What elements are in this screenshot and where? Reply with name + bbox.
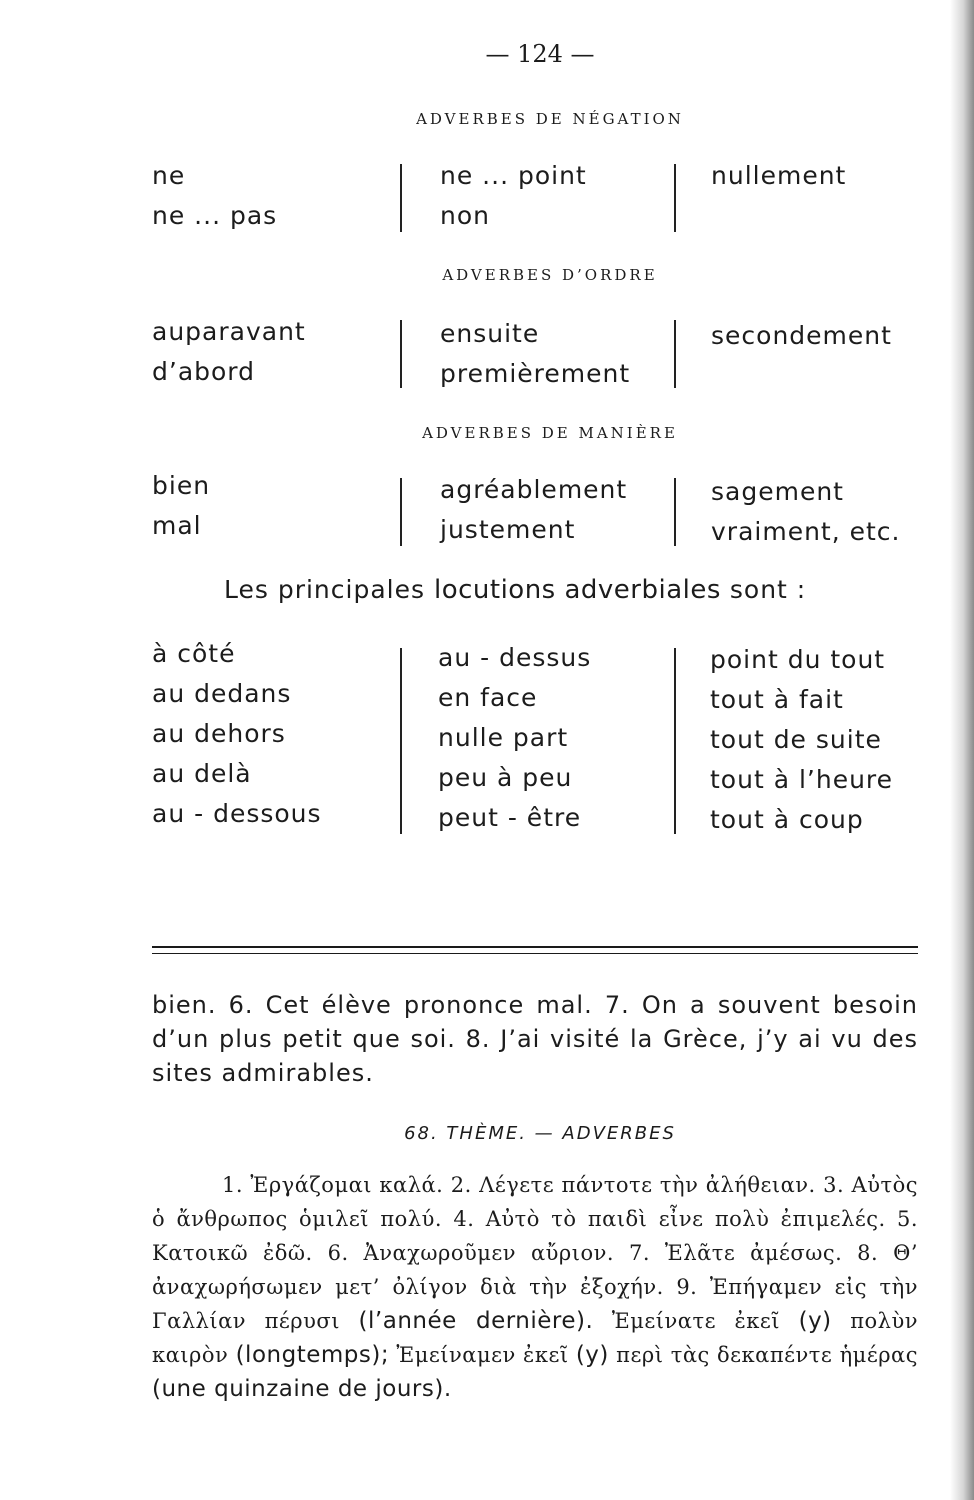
greek-text: Ἐμείναμεν ἐκεῖ bbox=[389, 1343, 576, 1367]
list-item: au delà bbox=[152, 759, 252, 788]
list-item: au dedans bbox=[152, 679, 292, 708]
column-divider bbox=[674, 164, 676, 232]
list-item: non bbox=[440, 201, 490, 230]
greek-text: Ἐμείνατε ἐκεῖ bbox=[593, 1309, 799, 1333]
column-divider bbox=[400, 478, 402, 546]
page-edge-shadow bbox=[950, 0, 974, 1500]
list-item: tout à fait bbox=[710, 685, 844, 714]
list-item: en face bbox=[438, 683, 538, 712]
list-item: point du tout bbox=[710, 645, 886, 674]
ordre-column-3 bbox=[711, 316, 892, 356]
locutions-column-3 bbox=[710, 640, 893, 840]
exercise-paragraph: bien. 6. Cet élève prononce mal. 7. On a souvent besoin d’un plus petit que soi. 8. J’ai visité la Grèce, j’y ai vu des sites admirables. bbox=[152, 991, 918, 1087]
locutions-intro bbox=[224, 575, 806, 605]
column-divider bbox=[674, 320, 676, 388]
list-item: tout à l’heure bbox=[710, 765, 894, 794]
list-item: tout de suite bbox=[710, 725, 882, 754]
list-item: tout à coup bbox=[710, 805, 864, 834]
heading-negation: ADVERBES DE NÉGATION bbox=[416, 110, 684, 128]
negation-column-1 bbox=[152, 156, 277, 236]
greek-text: πολὺν καιρὸν bbox=[152, 1309, 919, 1367]
french-gloss: (longtemps); bbox=[235, 1342, 390, 1368]
french-gloss: (y) bbox=[575, 1342, 609, 1368]
list-item: peut - être bbox=[438, 803, 582, 832]
column-divider bbox=[400, 648, 402, 834]
negation-column-3 bbox=[711, 156, 846, 196]
heading-maniere: ADVERBES DE MANIÈRE bbox=[422, 424, 678, 442]
list-item: vraiment, etc. bbox=[711, 517, 901, 546]
list-item: agréablement bbox=[440, 475, 628, 504]
theme-title: 68. THÈME. — ADVERBES bbox=[404, 1123, 676, 1144]
locutions-column-2 bbox=[438, 638, 591, 838]
list-item: ne ... pas bbox=[152, 201, 278, 230]
list-item: bien bbox=[152, 471, 211, 500]
list-item: nulle part bbox=[438, 723, 569, 752]
maniere-column-1 bbox=[152, 466, 210, 546]
greek-exercise-paragraph bbox=[152, 1168, 918, 1406]
list-item: premièrement bbox=[440, 359, 631, 388]
list-item: au - dessous bbox=[152, 799, 322, 828]
list-item: ne ... point bbox=[440, 161, 587, 190]
list-item: à côté bbox=[152, 639, 236, 668]
list-item: justement bbox=[440, 515, 576, 544]
intro-text-start: Les principales bbox=[224, 575, 434, 604]
list-item: au dehors bbox=[152, 719, 286, 748]
maniere-column-3 bbox=[711, 472, 901, 552]
list-item: d’abord bbox=[152, 357, 256, 386]
locutions-column-1 bbox=[152, 634, 322, 834]
list-item: au - dessus bbox=[438, 643, 592, 672]
french-gloss: (une quinzaine de jours). bbox=[152, 1376, 452, 1402]
list-item: peu à peu bbox=[438, 763, 573, 792]
ordre-column-2 bbox=[440, 314, 630, 394]
french-gloss: (l’année dernière). bbox=[358, 1308, 594, 1334]
page-number: — 124 — bbox=[485, 40, 595, 68]
column-divider bbox=[400, 320, 402, 388]
intro-emphasis: locutions adverbiales bbox=[433, 575, 721, 605]
list-item: mal bbox=[152, 511, 202, 540]
column-divider bbox=[674, 478, 676, 546]
intro-text-end: sont : bbox=[720, 575, 807, 604]
greek-text: περὶ τὰς δεκαπέντε ἡμέρας bbox=[608, 1343, 918, 1367]
separator-rule-thin bbox=[152, 953, 918, 954]
list-item: auparavant bbox=[152, 317, 306, 346]
column-divider bbox=[400, 164, 402, 232]
ordre-column-1 bbox=[152, 312, 306, 392]
list-item: secondement bbox=[711, 321, 892, 350]
maniere-column-2 bbox=[440, 470, 627, 550]
separator-rule bbox=[152, 946, 918, 948]
negation-column-2 bbox=[440, 156, 587, 236]
list-item: ne bbox=[152, 161, 186, 190]
list-item: nullement bbox=[711, 161, 847, 190]
greek-text: 1. Ἐργάζομαι καλά. 2. Λέγετε πάντοτε τὴν ἀλήθειαν. 3. Αὐτὸς ὁ ἄνθρωπος ὁμιλεῖ πολύ. 4. Αὐτὸ τὸ παιδὶ εἶνε πολὺ ἐπιμελές. 5. Κατοικῶ ἐδῶ. 6. Ἀναχωροῦμεν αὔριον. 7. Ἐλᾶτε ἀμέσως. 8. Θ’ ἀναχωρήσωμεν μετ’ ὀλίγον διὰ τὴν ἐξοχήν. 9. Ἐπήγαμεν εἰς τὴν Γαλλίαν πέρυσι bbox=[152, 1173, 918, 1333]
french-gloss: (y) bbox=[798, 1308, 832, 1334]
column-divider bbox=[674, 648, 676, 834]
list-item: ensuite bbox=[440, 319, 540, 348]
heading-ordre: ADVERBES D’ORDRE bbox=[442, 266, 658, 284]
list-item: sagement bbox=[711, 477, 844, 506]
